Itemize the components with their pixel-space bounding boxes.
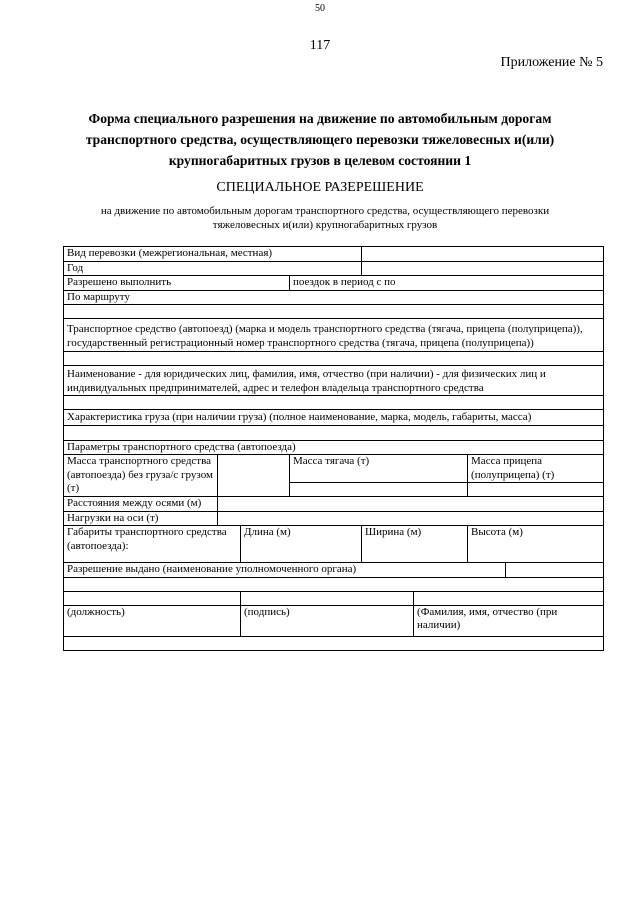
year-label: Год xyxy=(64,261,362,276)
signature-label: (подпись) xyxy=(241,605,414,636)
issued-by-value[interactable] xyxy=(506,563,604,578)
form-title-line: крупногабаритных грузов в целевом состоянии 1 xyxy=(168,153,472,168)
table-row xyxy=(64,440,604,455)
appendix-label: Приложение № 5 xyxy=(500,55,603,70)
tractor-mass-label: Масса тягача (т) xyxy=(290,455,468,483)
table-row xyxy=(64,605,604,636)
vehicle-params-label: Параметры транспортного средства (автопоезда) xyxy=(64,440,604,455)
signature-value[interactable] xyxy=(241,591,414,605)
axle-loads-label: Нагрузки на оси (т) xyxy=(64,511,218,526)
owner-label: Наименование - для юридических лиц, фамилия, имя, отчество (при наличии) - для физических лиц и индивидуальных предпринимателей, адрес и телефон владельца транспортного средства xyxy=(64,366,604,396)
tractor-mass-value[interactable] xyxy=(290,483,468,497)
permit-title: СПЕЦИАЛЬНОЕ РАЗЕРЕШЕНИЕ xyxy=(216,180,424,195)
table-row xyxy=(64,305,604,319)
page-number: 117 xyxy=(309,38,331,53)
form-title-line: Форма специального разрешения на движение по автомобильным дорогам xyxy=(88,111,552,126)
trailer-mass-value[interactable] xyxy=(468,483,604,497)
transport-type-value[interactable] xyxy=(362,247,604,262)
cargo-value[interactable] xyxy=(64,425,604,440)
position-value[interactable] xyxy=(64,591,241,605)
axle-distances-value[interactable] xyxy=(218,497,604,512)
table-row xyxy=(64,577,604,591)
table-row xyxy=(64,396,604,410)
full-name-label: (Фамилия, имя, отчество (при наличии) xyxy=(414,605,604,636)
page-number-top: 50 xyxy=(315,3,325,14)
allowed-to-perform-label: Разрешено выполнить xyxy=(64,276,290,291)
dimensions-label: Габариты транспортного средства (автопоезда): xyxy=(64,526,241,563)
vehicle-label: Транспортное средство (автопоезд) (марка и модель транспортного средства (тягача, прицепа (полуприцепа)), государственный регистрационный номер транспортного средства (тягача, прицепа (полуприцепа)) xyxy=(64,319,604,352)
vehicle-mass-label: Масса транспортного средства (автопоезда) без груза/с грузом (т) xyxy=(64,455,218,497)
length-label: Длина (м) xyxy=(241,526,362,563)
route-value[interactable] xyxy=(64,305,604,319)
axle-loads-value[interactable] xyxy=(218,511,604,526)
table-row xyxy=(64,352,604,366)
owner-value[interactable] xyxy=(64,396,604,410)
vehicle-mass-value[interactable] xyxy=(218,455,290,497)
permit-form-table xyxy=(63,246,604,651)
table-row xyxy=(64,276,604,291)
axle-distances-label: Расстояния между осями (м) xyxy=(64,497,218,512)
route-label: По маршруту xyxy=(64,290,604,305)
table-row xyxy=(64,497,604,512)
table-row xyxy=(64,319,604,352)
position-label: (должность) xyxy=(64,605,241,636)
table-row xyxy=(64,247,604,262)
width-label: Ширина (м) xyxy=(362,526,468,563)
table-row xyxy=(64,366,604,396)
height-label: Высота (м) xyxy=(468,526,604,563)
table-row xyxy=(64,636,604,650)
table-row xyxy=(64,425,604,440)
trips-in-period-label: поездок в период с по xyxy=(290,276,604,291)
permit-subtitle: на движение по автомобильным дорогам транспортного средства, осуществляющего перевозки тяжеловесных и(или) крупногабаритных грузов xyxy=(100,205,550,231)
form-title-line: транспортного средства, осуществляющего перевозки тяжеловесных и(или) xyxy=(85,132,555,147)
table-row xyxy=(64,261,604,276)
table-row xyxy=(64,290,604,305)
full-name-value[interactable] xyxy=(414,591,604,605)
table-row xyxy=(64,591,604,605)
issued-by-label: Разрешение выдано (наименование уполномоченного органа) xyxy=(64,563,506,578)
table-row xyxy=(64,511,604,526)
vehicle-value[interactable] xyxy=(64,352,604,366)
footer-row-blank[interactable] xyxy=(64,636,604,650)
year-value[interactable] xyxy=(362,261,604,276)
table-row xyxy=(64,526,604,563)
table-row xyxy=(64,410,604,426)
form-title xyxy=(40,108,600,171)
issued-by-row-blank[interactable] xyxy=(64,577,604,591)
trailer-mass-label: Масса прицепа (полуприцепа) (т) xyxy=(468,455,604,483)
table-row xyxy=(64,455,604,483)
transport-type-label: Вид перевозки (межрегиональная, местная) xyxy=(64,247,362,262)
table-row xyxy=(64,563,604,578)
cargo-label: Характеристика груза (при наличии груза) (полное наименование, марка, модель, габариты, масса) xyxy=(64,410,604,426)
